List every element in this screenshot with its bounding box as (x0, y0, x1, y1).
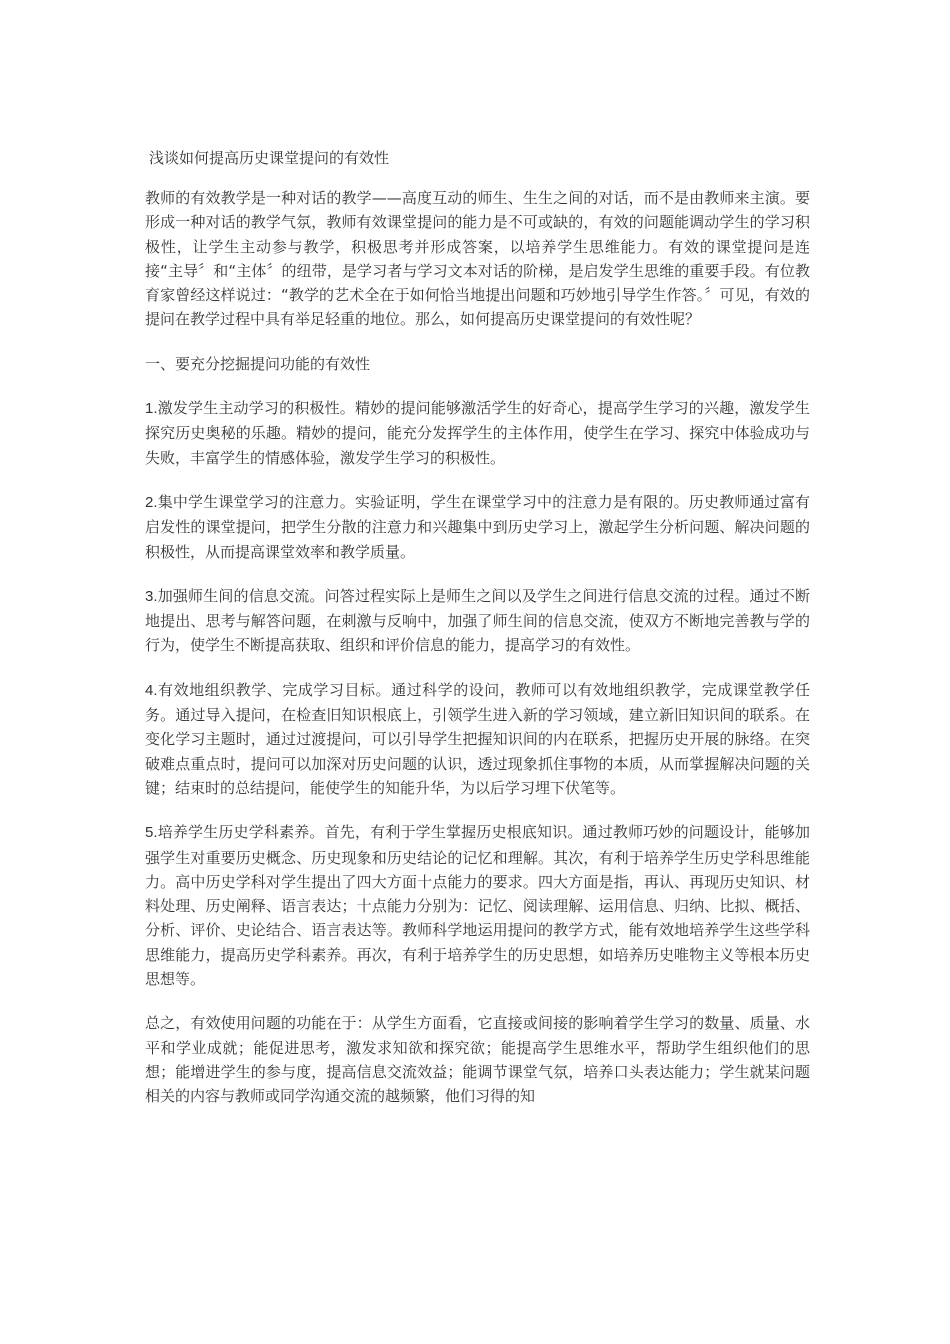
point-paragraph-5 (145, 820, 810, 991)
point-paragraph-1 (145, 396, 810, 470)
point-number: 5. (145, 824, 158, 842)
point-paragraph-3 (145, 584, 810, 658)
point-text: 有效地组织教学、完成学习目标。通过科学的设问，教师可以有效地组织教学，完成课堂教学任务。通过导入提问，在检查旧知识根底上，引领学生进入新的学习领域，建立新旧知识间的联系。在变化学习主题时，通过过渡提问，可以引导学生把握知识间的内在联系，把握历史开展的脉络。在突破难点重点时，提问可以加深对历史问题的认识，透过现象抓住事物的本质，从而掌握解决问题的关键；结束时的总结提问，能使学生的知能升华，为以后学习埋下伏笔等。 (145, 680, 810, 797)
point-number: 4. (145, 681, 158, 699)
point-text: 加强师生间的信息交流。问答过程实际上是师生之间以及学生之间进行信息交流的过程。通过不断地提出、思考与解答问题，在刺激与反响中，加强了师生间的信息交流，使双方不断地完善教与学的行为，使学生不断提高获取、组织和评价信息的能力，提高学习的有效性。 (145, 586, 810, 655)
section-heading: 一、要充分挖掘提问功能的有效性 (145, 354, 371, 373)
intro-paragraph: 教师的有效教学是一种对话的教学——高度互动的师生、生生之间的对话，而不是由教师来主演。要形成一种对话的教学气氛，教师有效课堂提问的能力是不可或缺的，有效的问题能调动学生的学习积极性，让学生主动参与教学，积极思考并形成答案，以培养学生思维能力。有效的课堂提问是连接“主导〞和“主体〞的纽带，是学习者与学习文本对话的阶梯，是启发学生思维的重要手段。有位教育家曾经这样说过：“教学的艺术全在于如何恰当地提出问题和巧妙地引导学生作答。〞可见，有效的提问在教学过程中具有举足轻重的地位。那么，如何提高历史课堂提问的有效性呢？ (145, 189, 810, 329)
point-number: 1. (145, 400, 158, 418)
point-number: 3. (145, 587, 158, 605)
point-paragraph-4 (145, 678, 810, 800)
point-text: 培养学生历史学科素养。首先，有利于学生掌握历史根底知识。通过教师巧妙的问题设计，能够加强学生对重要历史概念、历史现象和历史结论的记忆和理解。其次，有利于培养学生历史学科思维能力。高中历史学科对学生提出了四大方面十点能力的要求。四大方面是指，再认、再现历史知识、材料处理、历史阐释、语言表达；十点能力分别为：记忆、阅读理解、运用信息、归纳、比拟、概括、分析、评价、史论结合、语言表达等。教师科学地运用提问的教学方式，能有效地培养学生这些学科思维能力，提高历史学科素养。再次，有利于培养学生的历史思想，如培养历史唯物主义等根本历史思想等。 (145, 823, 810, 989)
point-text: 激发学生主动学习的积极性。精妙的提问能够激活学生的好奇心，提高学生学习的兴趣，激发学生探究历史奥秘的乐趣。精妙的提问，能充分发挥学生的主体作用，使学生在学习、探究中体验成功与失败，丰富学生的情感体验，激发学生学习的积极性。 (145, 399, 810, 467)
point-number: 2. (145, 493, 158, 511)
document-page (145, 148, 810, 1129)
point-text: 集中学生课堂学习的注意力。实验证明，学生在课堂学习中的注意力是有限的。历史教师通过富有启发性的课堂提问，把学生分散的注意力和兴趣集中到历史学习上，激起学生分析问题、解决问题的积极性，从而提高课堂效率和教学质量。 (145, 492, 810, 561)
summary-paragraph: 总之，有效使用问题的功能在于：从学生方面看，它直接或间接的影响着学生学习的数量、质量、水平和学业成就；能促进思考，激发求知欲和探究欲；能提高学生思维水平，帮助学生组织他们的思想；能增进学生的参与度，提高信息交流效益；能调节课堂气氛，培养口头表达能力；学生就某问题相关的内容与教师或同学沟通交流的越频繁，他们习得的知 (145, 1014, 810, 1106)
document-title: 浅谈如何提高历史课堂提问的有效性 (149, 149, 390, 167)
point-paragraph-2 (145, 490, 810, 564)
